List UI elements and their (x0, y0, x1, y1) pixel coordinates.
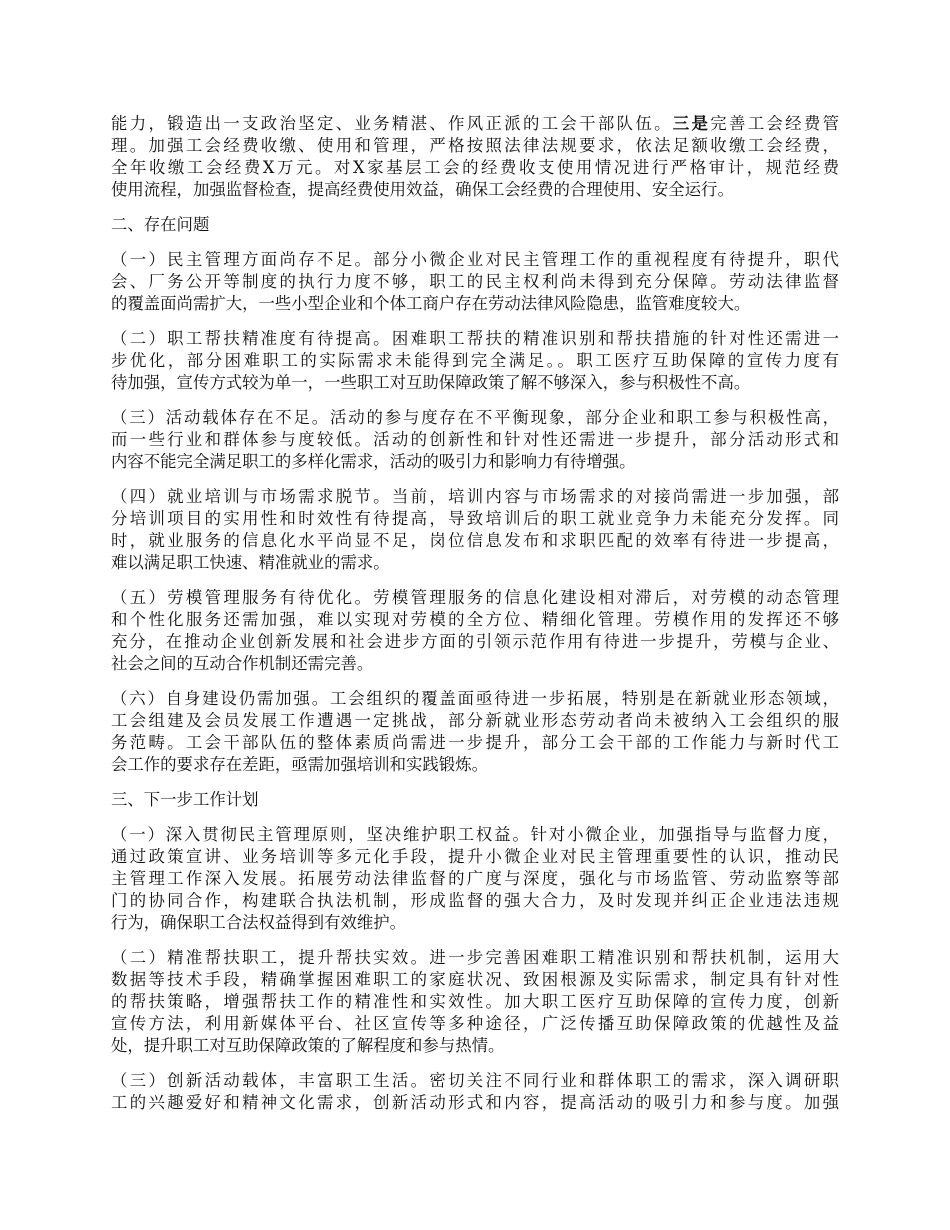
text-line (111, 157, 839, 179)
text-segment: 的帮扶策略，增强帮扶工作的精准性和实效性。加大职工医疗互助保障的宣传力度，创新 (111, 992, 839, 1011)
paragraph (111, 587, 839, 675)
text-line (111, 214, 839, 236)
text-line (111, 179, 839, 201)
text-segment: 工的兴趣爱好和精神文化需求，创新活动形式和内容，提高活动的吸引力和参与度。加强 (111, 1093, 839, 1112)
text-segment: 通过政策宣讲、业务培训等多元化手段，提升小微企业对民主管理重要性的认识，推动民 (111, 847, 839, 866)
text-segment: 理。加强工会经费收缴、使用和管理，严格按照法律法规要求，依法足额收缴工会经费， (111, 136, 839, 155)
text-line (111, 824, 839, 846)
text-segment: 步优化，部分困难职工的实际需求未能得到完全满足。。职工医疗互助保障的宣传力度有 (111, 351, 839, 370)
text-line (111, 1035, 839, 1057)
text-segment: 会、厂务公开等制度的执行力度不够，职工的民主权利尚未得到充分保障。劳动法律监督 (111, 272, 839, 291)
text-segment: 分培训项目的实用性和时效性有待提高，导致培训后的职工就业竞争力未能充分发挥。同 (111, 509, 839, 528)
section-heading (111, 214, 839, 236)
text-segment: 主管理工作深入发展。拓展劳动法律监督的广度与深度，强化与市场监管、劳动监察等部 (111, 869, 839, 888)
bold-text: 三是 (672, 114, 711, 133)
paragraph (111, 688, 839, 776)
text-line (111, 552, 839, 574)
text-segment: 门的协同合作，构建联合执法机制，形成监督的强大合力，及时发现并纠正企业违法违规 (111, 891, 839, 910)
text-segment: 二、存在问题 (111, 215, 210, 234)
text-segment: 充分，在推动企业创新发展和社会进步方面的引领示范作用有待进一步提升，劳模与企业、 (111, 632, 839, 651)
text-segment: （三）活动载体存在不足。活动的参与度存在不平衡现象，部分企业和职工参与积极性高， (111, 408, 839, 427)
text-segment: 的覆盖面尚需扩大，一些小型企业和个体工商户存在劳动法律风险隐患，监管难度较大。 (111, 294, 751, 313)
text-segment: 和个性化服务还需加强，难以实现对劳模的全方位、精细化管理。劳模作用的发挥还不够 (111, 610, 839, 629)
text-line (111, 486, 839, 508)
text-segment: 社会之间的互动合作机制还需完善。 (111, 654, 374, 673)
paragraph (111, 486, 839, 574)
text-line (111, 912, 839, 934)
text-line (111, 688, 839, 710)
text-segment: 而一些行业和群体参与度较低。活动的创新性和针对性还需进一步提升，部分活动形式和 (111, 430, 839, 449)
text-line (111, 429, 839, 451)
text-segment: 会工作的要求存在差距，亟需加强培训和实践锻炼。 (111, 755, 488, 774)
text-segment: （一）民主管理方面尚存不足。部分小微企业对民主管理工作的重视程度有待提升，职代 (111, 250, 839, 269)
text-segment: （二）职工帮扶精准度有待提高。困难职工帮扶的精准识别和帮扶措施的针对性还需进一 (111, 329, 839, 348)
text-segment: 内容不能完全满足职工的多样化需求，活动的吸引力和影响力有待增强。 (111, 452, 636, 471)
section-heading (111, 789, 839, 811)
text-line (111, 947, 839, 969)
text-segment: 工会组建及会员发展工作遭遇一定挑战，部分新就业形态劳动者尚未被纳入工会组织的服 (111, 711, 839, 730)
text-line (111, 653, 839, 675)
text-line (111, 1092, 839, 1114)
text-line (111, 1070, 839, 1092)
text-line (111, 732, 839, 754)
text-line (111, 135, 839, 157)
text-line (111, 293, 839, 315)
text-line (111, 271, 839, 293)
text-line (111, 609, 839, 631)
text-line (111, 868, 839, 890)
text-line (111, 372, 839, 394)
paragraph (111, 249, 839, 315)
text-segment: （四）就业培训与市场需求脱节。当前，培训内容与市场需求的对接尚需进一步加强，部 (111, 487, 839, 506)
text-segment: 三、下一步工作计划 (111, 790, 259, 809)
paragraph (111, 824, 839, 934)
document-page (111, 113, 839, 1127)
text-segment: 难以满足职工快速、精准就业的需求。 (111, 553, 390, 572)
text-line (111, 754, 839, 776)
text-line (111, 890, 839, 912)
text-segment: 处，提升职工对互助保障政策的了解程度和参与热情。 (111, 1036, 505, 1055)
text-line (111, 789, 839, 811)
text-line (111, 530, 839, 552)
text-segment: （二）精准帮扶职工，提升帮扶实效。进一步完善困难职工精准识别和帮扶机制，运用大 (111, 948, 839, 967)
text-line (111, 846, 839, 868)
text-segment: （五）劳模管理服务有待优化。劳模管理服务的信息化建设相对滞后，对劳模的动态管理 (111, 588, 839, 607)
text-line (111, 1013, 839, 1035)
text-line (111, 113, 839, 135)
text-line (111, 508, 839, 530)
paragraph (111, 1070, 839, 1114)
text-segment: （一）深入贯彻民主管理原则，坚决维护职工权益。针对小微企业，加强指导与监督力度， (111, 825, 839, 844)
paragraph (111, 947, 839, 1057)
text-segment: 使用流程，加强监督检查，提高经费使用效益，确保工会经费的合理使用、安全运行。 (111, 180, 734, 199)
paragraph (111, 407, 839, 473)
text-line (111, 710, 839, 732)
text-segment: 时，就业服务的信息化水平尚显不足，岗位信息发布和求职匹配的效率有待进一步提高， (111, 531, 839, 550)
paragraph (111, 328, 839, 394)
text-segment: 待加强，宣传方式较为单一，一些职工对互助保障政策了解不够深入，参与积极性不高。 (111, 373, 751, 392)
text-line (111, 991, 839, 1013)
text-segment: 全年收缴工会经费X万元。对X家基层工会的经费收支使用情况进行严格审计，规范经费 (111, 158, 839, 177)
text-segment: （三）创新活动载体，丰富职工生活。密切关注不同行业和群体职工的需求，深入调研职 (111, 1071, 839, 1090)
paragraph (111, 113, 839, 201)
text-segment: 数据等技术手段，精确掌握困难职工的家庭状况、致困根源及实际需求，制定具有针对性 (111, 970, 839, 989)
text-line (111, 969, 839, 991)
text-line (111, 328, 839, 350)
text-segment: 能力，锻造出一支政治坚定、业务精湛、作风正派的工会干部队伍。 (111, 114, 673, 133)
text-line (111, 451, 839, 473)
text-segment: 完善工会经费管 (710, 114, 839, 133)
text-line (111, 249, 839, 271)
text-segment: 行为，确保职工合法权益得到有效维护。 (111, 913, 407, 932)
text-segment: 宣传方法，利用新媒体平台、社区宣传等多种途径，广泛传播互助保障政策的优越性及益 (111, 1014, 839, 1033)
text-line (111, 350, 839, 372)
text-segment: 务范畴。工会干部队伍的整体素质尚需进一步提升，部分工会干部的工作能力与新时代工 (111, 733, 839, 752)
text-line (111, 407, 839, 429)
text-segment: （六）自身建设仍需加强。工会组织的覆盖面亟待进一步拓展，特别是在新就业形态领域， (111, 689, 839, 708)
text-line (111, 587, 839, 609)
text-line (111, 631, 839, 653)
